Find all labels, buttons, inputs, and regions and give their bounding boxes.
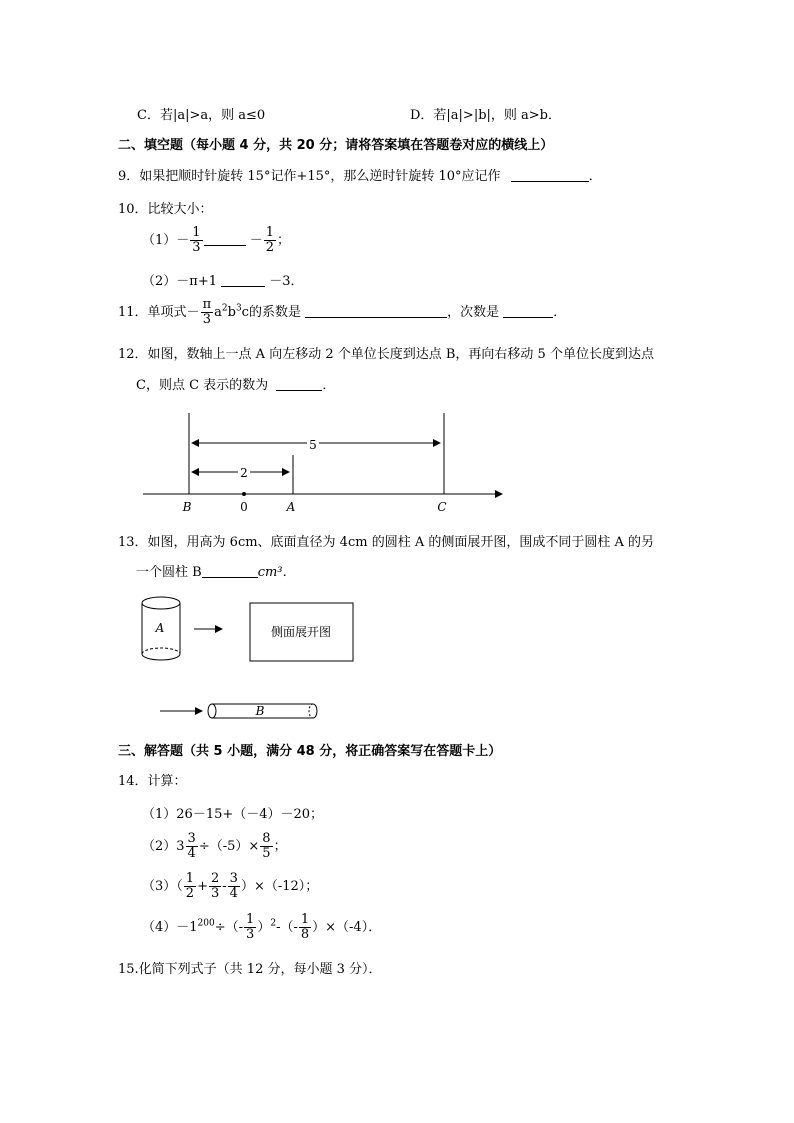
q13-unit: cm³． xyxy=(257,565,296,580)
q14-p2-mid: ÷（-5）× xyxy=(198,839,260,854)
section-3-heading: 三、解答题（共 5 小题，满分 48 分，将正确答案写在答题卡上） xyxy=(118,744,502,759)
question-13-line2 xyxy=(136,561,296,580)
cylinder-b xyxy=(208,704,317,718)
origin-point xyxy=(242,492,246,496)
q9-answer-blank[interactable] xyxy=(511,169,589,182)
question-14-title: 14．计算： xyxy=(118,774,187,789)
q11-exp2: 2 xyxy=(221,303,228,314)
q10-p1-minus: － xyxy=(249,233,263,248)
option-c: C．若|a|>a，则 a≤0 xyxy=(137,108,266,123)
q11-minus: － xyxy=(186,305,200,320)
q10-p2-answer-blank[interactable] xyxy=(221,274,265,287)
fraction-1-3: $\frac{1}{3}$ xyxy=(246,912,255,942)
q14-p3-minus: - xyxy=(222,879,227,894)
q14-p2-end: ； xyxy=(273,839,287,854)
label-5: 5 xyxy=(309,438,317,452)
q13-line2-text: 一个圆柱 B xyxy=(136,565,202,580)
q14-part4 xyxy=(142,913,381,942)
section-2-heading: 二、填空题（每小题 4 分，共 20 分；请将答案填在答题卷对应的横线上） xyxy=(118,138,554,153)
fraction-1-2: $\frac{1}{2}$ xyxy=(185,871,195,901)
q14-part2 xyxy=(142,832,287,861)
q14-part3 xyxy=(142,872,318,901)
fraction-pi-over-3: $\frac{\pi}{3}$ xyxy=(202,297,212,327)
q14-p4-label: （4）－1 xyxy=(142,920,198,935)
fraction-3-4b: $\frac{3}{4}$ xyxy=(229,871,238,901)
q14-p4-exp: 200 xyxy=(197,918,215,929)
q14-p4-sqexp: 2 xyxy=(270,918,277,929)
q14-p2-label: （2）3 xyxy=(142,839,185,854)
cylinder-a-label: A xyxy=(155,621,165,635)
fraction-3-4: $\frac{3}{4}$ xyxy=(187,831,196,861)
q11-degree-blank[interactable] xyxy=(503,305,553,318)
q11-end: ． xyxy=(553,305,567,320)
label-2: 2 xyxy=(240,466,248,480)
q14-p4-div: ÷（- xyxy=(214,920,244,935)
question-15: 15.化简下列式子（共 12 分，每小题 3 分）． xyxy=(118,962,382,977)
question-12-line2 xyxy=(136,374,335,393)
q13-answer-blank[interactable] xyxy=(202,565,258,578)
q14-p3-plus: + xyxy=(197,879,208,894)
q14-p3-label: （3）（ xyxy=(142,879,183,894)
q12-line2-text: C，则点 C 表示的数为 xyxy=(136,378,269,393)
question-10-title: 10．比较大小： xyxy=(118,202,213,217)
point-b-label: B xyxy=(182,500,192,514)
lateral-net-label: 侧面展开图 xyxy=(270,625,332,639)
fraction-1-8: $\frac{1}{8}$ xyxy=(300,912,310,942)
question-9 xyxy=(118,165,602,184)
question-12-line1: 12．如图，数轴上一点 A 向左移动 2 个单位长度到达点 B，再向右移动 5 个单位长度到达点 xyxy=(118,347,654,362)
q10-p2-right: －3． xyxy=(269,274,304,289)
q12-end: ． xyxy=(322,378,336,393)
q10-p1-end: ； xyxy=(277,233,291,248)
q9-end: ． xyxy=(588,169,602,184)
cylinder-diagram xyxy=(136,594,376,724)
point-c-label: C xyxy=(437,500,447,514)
cylinder-b-label: B xyxy=(255,704,265,718)
q9-text: 9．如果把顺时针旋转 15°记作+15°，那么逆时针旋转 10°应记作 xyxy=(118,169,501,184)
q14-p4-end: ）×（-4）． xyxy=(312,920,382,935)
q10-p2-left: （2）－π+1 xyxy=(142,274,217,289)
q14-p3-end: ）×（-12）； xyxy=(240,879,319,894)
q11-c: c xyxy=(241,305,249,320)
q12-answer-blank[interactable] xyxy=(276,378,322,391)
q14-part1: （1）26－15+（－4）－20； xyxy=(142,807,324,822)
q14-p4-mid: -（- xyxy=(276,920,298,935)
zero-label: 0 xyxy=(240,500,248,514)
cylinder-a xyxy=(142,597,180,660)
fraction-2-3: $\frac{2}{3}$ xyxy=(210,871,220,901)
question-13-line1: 13．如图，用高为 6cm、底面直径为 4cm 的圆柱 A 的侧面展开图，围成不同于圆柱 A 的另 xyxy=(118,535,655,550)
q11-prefix: 11．单项式 xyxy=(118,305,187,320)
q10-p1-label: （1）－ xyxy=(142,233,190,248)
fraction-one-half: $\frac{1}{2}$ xyxy=(265,225,274,255)
q10-p1-answer-blank[interactable] xyxy=(204,233,246,246)
question-11 xyxy=(118,298,566,327)
q11-b: b xyxy=(227,305,236,320)
q11-middle: 的系数是 xyxy=(248,305,301,320)
number-line-diagram xyxy=(140,405,510,515)
q11-exp3: 3 xyxy=(235,303,242,314)
question-10-part2 xyxy=(142,270,304,289)
q14-p4-sq: ） xyxy=(257,920,271,935)
fraction-8-5: $\frac{8}{5}$ xyxy=(262,831,271,861)
q11-middle2: ，次数是 xyxy=(447,305,500,320)
q11-a: a xyxy=(214,305,222,320)
option-d: D．若|a|>|b|，则 a>b． xyxy=(410,108,562,123)
question-10-part1 xyxy=(142,226,290,255)
point-a-label: A xyxy=(286,500,296,514)
fraction-one-third: $\frac{1}{3}$ xyxy=(192,225,201,255)
q11-coefficient-blank[interactable] xyxy=(305,305,447,318)
